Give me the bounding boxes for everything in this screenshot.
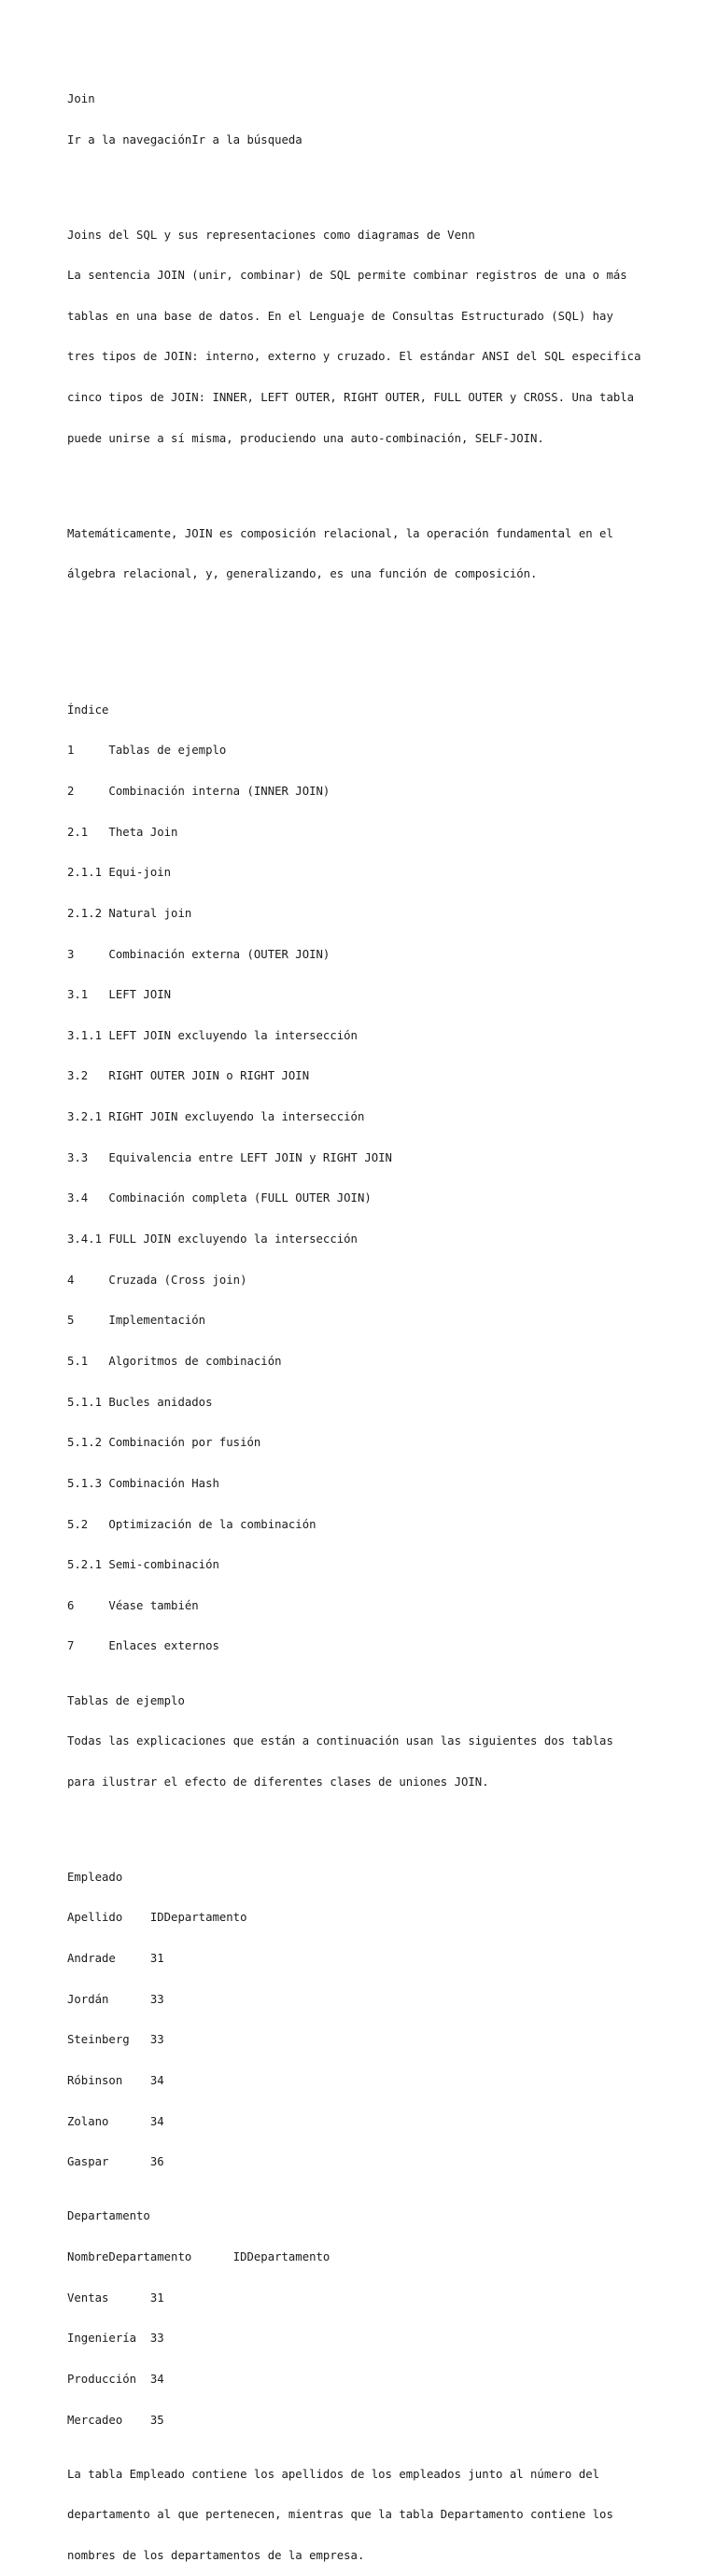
intro-line: puede unirse a sí misma, produciendo una auto-combinación, SELF-JOIN. — [67, 431, 544, 445]
toc-item[interactable]: 5.1.1 Bucles anidados — [67, 1395, 213, 1409]
section-heading: Tablas de ejemplo — [67, 1693, 185, 1707]
toc-item[interactable]: 2.1 Theta Join — [67, 825, 178, 839]
intro-line: tres tipos de JOIN: interno, externo y cruzado. El estándar ANSI del SQL especifica — [67, 350, 641, 364]
toc-item[interactable]: 4 Cruzada (Cross join) — [67, 1273, 247, 1287]
table-row: Róbinson 34 — [67, 2073, 164, 2087]
table-row: Mercadeo 35 — [67, 2413, 164, 2427]
toc-item[interactable]: 2.1.1 Equi-join — [67, 866, 172, 880]
spacer — [67, 649, 665, 663]
toc-item[interactable]: 3 Combinación externa (OUTER JOIN) — [67, 947, 330, 961]
toc-item[interactable]: 3.1 LEFT JOIN — [67, 988, 172, 1002]
table-row: Jordán 33 — [67, 1992, 164, 2006]
page-title: Join — [67, 92, 95, 106]
table-header: NombreDepartamento IDDepartamento — [67, 2250, 330, 2264]
toc-item[interactable]: 3.4 Combinación completa (FULL OUTER JOIN) — [67, 1191, 372, 1205]
toc-item[interactable]: 5.1.3 Combinación Hash — [67, 1476, 219, 1490]
toc-item[interactable]: 6 Véase también — [67, 1598, 199, 1612]
toc-item[interactable]: 3.2 RIGHT OUTER JOIN o RIGHT JOIN — [67, 1069, 310, 1083]
table-row: Gaspar 36 — [67, 2155, 164, 2169]
toc-item[interactable]: 2.1.2 Natural join — [67, 906, 192, 920]
table-row: Andrade 31 — [67, 1952, 164, 1966]
table-row: Steinberg 33 — [67, 2033, 164, 2047]
skip-links[interactable]: Ir a la navegaciónIr a la búsqueda — [67, 132, 302, 146]
spacer — [67, 174, 665, 188]
closing-line: La tabla Empleado contiene los apellidos de los empleados junto al número del — [67, 2467, 600, 2481]
toc-item[interactable]: 3.3 Equivalencia entre LEFT JOIN y RIGHT JOIN — [67, 1150, 392, 1164]
section-line: para ilustrar el efecto de diferentes clases de uniones JOIN. — [67, 1775, 489, 1789]
math-line: álgebra relacional, y, generalizando, es una función de composición. — [67, 567, 538, 581]
intro-line: cinco tipos de JOIN: INNER, LEFT OUTER, RIGHT OUTER, FULL OUTER y CROSS. Una tabla — [67, 391, 635, 405]
toc-heading: Índice — [67, 703, 109, 717]
table-header: Apellido IDDepartamento — [67, 1911, 247, 1925]
section-line: Todas las explicaciones que están a continuación usan las siguientes dos tablas — [67, 1734, 613, 1748]
table-title: Departamento — [67, 2209, 150, 2223]
toc-item[interactable]: 2 Combinación interna (INNER JOIN) — [67, 784, 330, 798]
toc-item[interactable]: 3.1.1 LEFT JOIN excluyendo la intersección — [67, 1028, 358, 1042]
spacer — [67, 608, 665, 622]
toc-item[interactable]: 5.2 Optimización de la combinación — [67, 1517, 316, 1531]
toc-item[interactable]: 7 Enlaces externos — [67, 1639, 219, 1653]
toc-item[interactable]: 3.4.1 FULL JOIN excluyendo la intersección — [67, 1232, 358, 1246]
spacer — [67, 1817, 665, 1831]
toc-item[interactable]: 5.2.1 Semi-combinación — [67, 1558, 219, 1572]
toc-item[interactable]: 5 Implementación — [67, 1314, 206, 1328]
toc-item[interactable]: 3.2.1 RIGHT JOIN excluyendo la intersección — [67, 1110, 365, 1124]
table-row: Producción 34 — [67, 2372, 164, 2386]
intro-line: La sentencia JOIN (unir, combinar) de SQL permite combinar registros de una o más — [67, 269, 627, 283]
spacer — [67, 472, 665, 486]
toc-item[interactable]: 1 Tablas de ejemplo — [67, 744, 227, 758]
table-row: Ventas 31 — [67, 2291, 164, 2304]
toc-item[interactable]: 5.1.2 Combinación por fusión — [67, 1436, 261, 1450]
intro-line: tablas en una base de datos. En el Lenguaje de Consultas Estructurado (SQL) hay — [67, 309, 613, 323]
document-page — [67, 65, 665, 2576]
closing-line: nombres de los departamentos de la empresa. — [67, 2549, 365, 2563]
table-title: Empleado — [67, 1870, 123, 1884]
table-row: Zolano 34 — [67, 2114, 164, 2128]
table-row: Ingeniería 33 — [67, 2332, 164, 2346]
figure-caption: Joins del SQL y sus representaciones como diagramas de Venn — [67, 228, 475, 242]
math-line: Matemáticamente, JOIN es composición relacional, la operación fundamental en el — [67, 526, 613, 540]
toc-item[interactable]: 5.1 Algoritmos de combinación — [67, 1354, 282, 1368]
closing-line: departamento al que pertenecen, mientras que la tabla Departamento contiene los — [67, 2508, 613, 2522]
